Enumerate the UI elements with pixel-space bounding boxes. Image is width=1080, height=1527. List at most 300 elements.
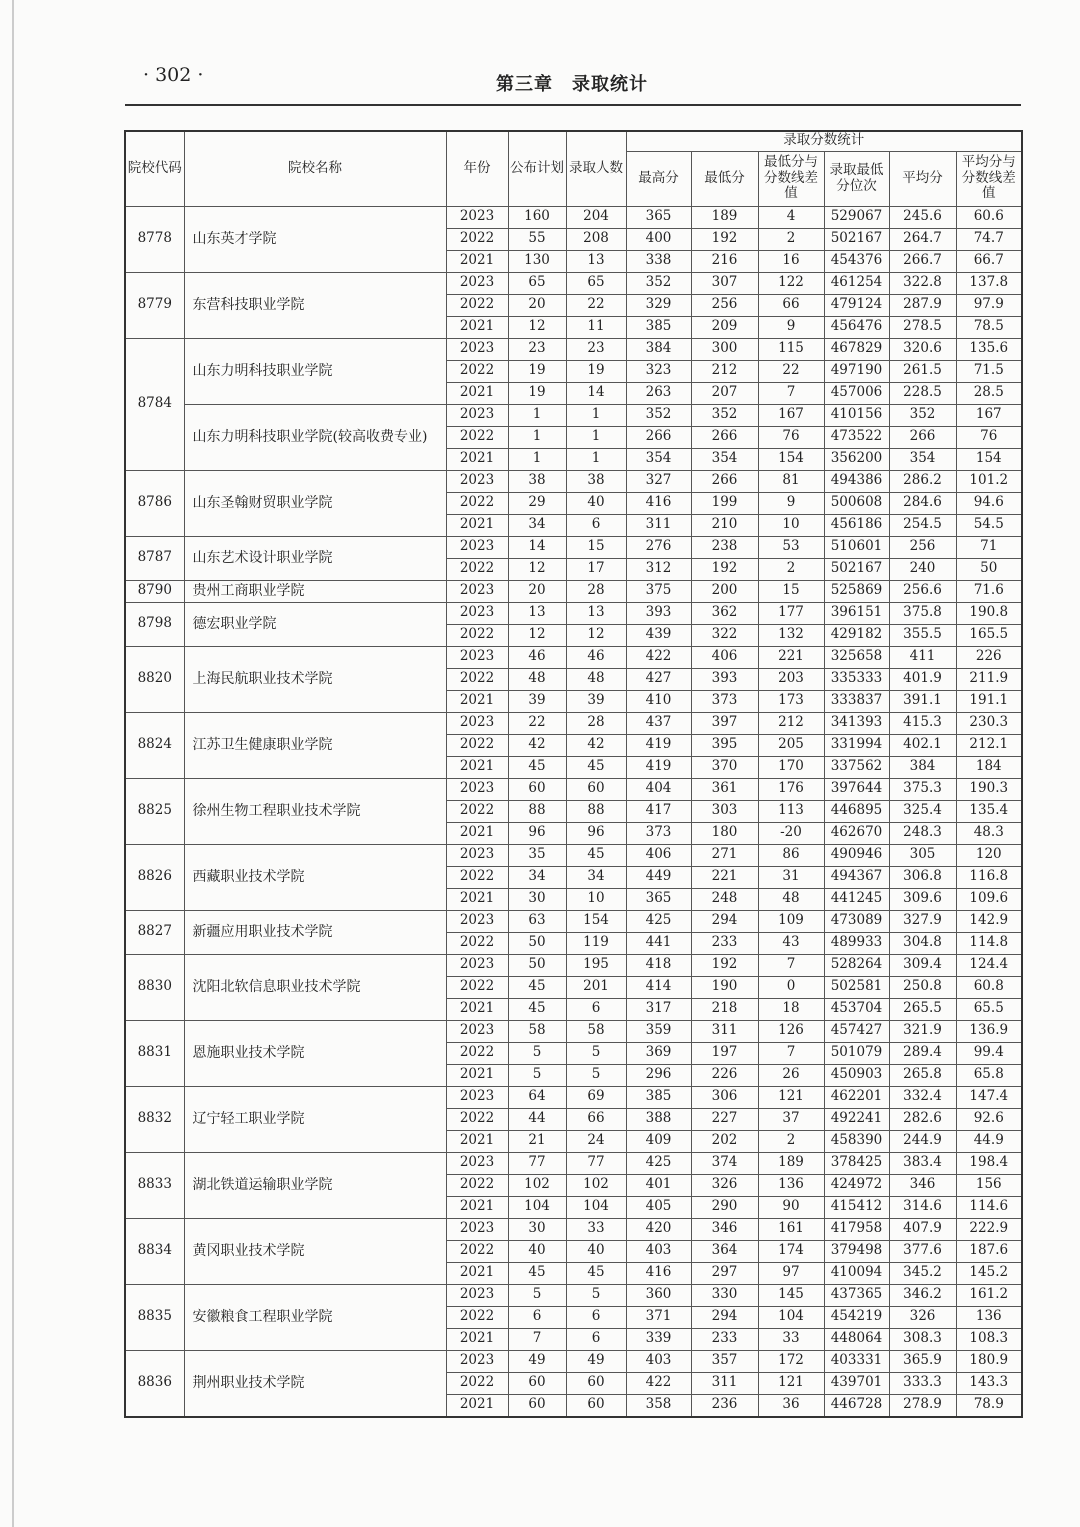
- cell-min: 374: [691, 1152, 758, 1174]
- cell-max: 419: [626, 734, 691, 756]
- cell-avg: 320.6: [889, 338, 956, 360]
- cell-plan: 102: [508, 1174, 566, 1196]
- cell-avg: 264.7: [889, 228, 956, 250]
- cell-admitted: 1: [566, 448, 626, 470]
- cell-max: 422: [626, 646, 691, 668]
- header-plan: 公布计划: [508, 131, 566, 206]
- cell-avg-diff: 167: [956, 404, 1022, 426]
- cell-min-rank: 457006: [824, 382, 889, 404]
- table-body: [125, 206, 1022, 1417]
- cell-max: 403: [626, 1240, 691, 1262]
- cell-max: 276: [626, 536, 691, 558]
- cell-max: 403: [626, 1350, 691, 1372]
- cell-avg: 248.3: [889, 822, 956, 844]
- cell-avg: 305: [889, 844, 956, 866]
- cell-min-diff: 189: [758, 1152, 824, 1174]
- cell-year: 2022: [446, 800, 508, 822]
- cell-year: 2023: [446, 470, 508, 492]
- cell-avg: 266: [889, 426, 956, 448]
- school-name: 恩施职业技术学院: [184, 1020, 446, 1086]
- cell-avg-diff: 135.4: [956, 800, 1022, 822]
- cell-year: 2022: [446, 734, 508, 756]
- chapter-title: 第三章 录取统计: [496, 74, 648, 95]
- cell-avg-diff: 226: [956, 646, 1022, 668]
- cell-admitted: 6: [566, 1306, 626, 1328]
- cell-admitted: 49: [566, 1350, 626, 1372]
- school-name: 山东英才学院: [184, 206, 446, 272]
- cell-year: 2023: [446, 1152, 508, 1174]
- cell-year: 2021: [446, 448, 508, 470]
- cell-min-diff: 15: [758, 580, 824, 602]
- table-row: [125, 580, 1022, 602]
- cell-min-diff: 16: [758, 250, 824, 272]
- cell-avg-diff: 191.1: [956, 690, 1022, 712]
- cell-avg-diff: 60.6: [956, 206, 1022, 228]
- cell-avg-diff: 48.3: [956, 822, 1022, 844]
- cell-avg-diff: 54.5: [956, 514, 1022, 536]
- cell-year: 2023: [446, 844, 508, 866]
- cell-min-rank: 529067: [824, 206, 889, 228]
- header-rule: [125, 104, 1021, 106]
- cell-min-rank: 333837: [824, 690, 889, 712]
- cell-admitted: 13: [566, 602, 626, 624]
- cell-year: 2021: [446, 756, 508, 778]
- cell-avg: 278.9: [889, 1394, 956, 1417]
- cell-year: 2023: [446, 602, 508, 624]
- cell-avg: 332.4: [889, 1086, 956, 1108]
- cell-max: 263: [626, 382, 691, 404]
- cell-avg: 346: [889, 1174, 956, 1196]
- school-code: 8787: [125, 536, 184, 580]
- cell-year: 2021: [446, 1130, 508, 1152]
- cell-avg: 304.8: [889, 932, 956, 954]
- cell-max: 323: [626, 360, 691, 382]
- cell-admitted: 11: [566, 316, 626, 338]
- school-name: 徐州生物工程职业技术学院: [184, 778, 446, 844]
- cell-min-rank: 325658: [824, 646, 889, 668]
- table-row: [125, 1020, 1022, 1042]
- cell-avg: 384: [889, 756, 956, 778]
- cell-avg: 346.2: [889, 1284, 956, 1306]
- cell-avg: 325.4: [889, 800, 956, 822]
- cell-plan: 63: [508, 910, 566, 932]
- cell-min-diff: 76: [758, 426, 824, 448]
- cell-year: 2021: [446, 888, 508, 910]
- school-name: 湖北铁道运输职业学院: [184, 1152, 446, 1218]
- cell-max: 437: [626, 712, 691, 734]
- cell-plan: 12: [508, 558, 566, 580]
- header-admitted: 录取人数: [566, 131, 626, 206]
- cell-admitted: 10: [566, 888, 626, 910]
- cell-admitted: 14: [566, 382, 626, 404]
- cell-max: 360: [626, 1284, 691, 1306]
- cell-min-diff: 66: [758, 294, 824, 316]
- cell-min-diff: 2: [758, 558, 824, 580]
- header-name: 院校名称: [184, 131, 446, 206]
- cell-avg: 266.7: [889, 250, 956, 272]
- cell-min-rank: 528264: [824, 954, 889, 976]
- cell-min-diff: 122: [758, 272, 824, 294]
- cell-avg-diff: 114.8: [956, 932, 1022, 954]
- cell-year: 2023: [446, 778, 508, 800]
- cell-max: 329: [626, 294, 691, 316]
- cell-min-rank: 437365: [824, 1284, 889, 1306]
- cell-min-rank: 439701: [824, 1372, 889, 1394]
- cell-avg-diff: 142.9: [956, 910, 1022, 932]
- cell-year: 2023: [446, 206, 508, 228]
- cell-admitted: 38: [566, 470, 626, 492]
- cell-min: 303: [691, 800, 758, 822]
- cell-plan: 50: [508, 932, 566, 954]
- cell-avg: 377.6: [889, 1240, 956, 1262]
- cell-admitted: 17: [566, 558, 626, 580]
- cell-avg-diff: 44.9: [956, 1130, 1022, 1152]
- cell-max: 405: [626, 1196, 691, 1218]
- cell-admitted: 60: [566, 1394, 626, 1417]
- cell-min-rank: 461254: [824, 272, 889, 294]
- cell-avg-diff: 78.5: [956, 316, 1022, 338]
- cell-min: 238: [691, 536, 758, 558]
- cell-min: 212: [691, 360, 758, 382]
- cell-year: 2023: [446, 910, 508, 932]
- cell-admitted: 66: [566, 1108, 626, 1130]
- table-row: [125, 470, 1022, 492]
- table-row: [125, 1152, 1022, 1174]
- cell-max: 388: [626, 1108, 691, 1130]
- cell-max: 312: [626, 558, 691, 580]
- cell-plan: 14: [508, 536, 566, 558]
- cell-admitted: 5: [566, 1284, 626, 1306]
- cell-plan: 5: [508, 1284, 566, 1306]
- cell-avg-diff: 161.2: [956, 1284, 1022, 1306]
- cell-avg: 284.6: [889, 492, 956, 514]
- cell-plan: 12: [508, 316, 566, 338]
- header-score-group: 录取分数统计: [626, 131, 1022, 151]
- cell-avg-diff: 50: [956, 558, 1022, 580]
- cell-min: 233: [691, 1328, 758, 1350]
- cell-admitted: 15: [566, 536, 626, 558]
- cell-admitted: 65: [566, 272, 626, 294]
- header-max: 最高分: [626, 151, 691, 206]
- cell-min-rank: 417958: [824, 1218, 889, 1240]
- cell-avg: 402.1: [889, 734, 956, 756]
- cell-max: 422: [626, 1372, 691, 1394]
- cell-min: 192: [691, 228, 758, 250]
- cell-max: 365: [626, 888, 691, 910]
- cell-admitted: 45: [566, 1262, 626, 1284]
- cell-min: 370: [691, 756, 758, 778]
- cell-plan: 65: [508, 272, 566, 294]
- cell-avg: 321.9: [889, 1020, 956, 1042]
- cell-plan: 1: [508, 404, 566, 426]
- cell-plan: 23: [508, 338, 566, 360]
- cell-min-rank: 453704: [824, 998, 889, 1020]
- cell-avg: 375.8: [889, 602, 956, 624]
- cell-avg-diff: 65.5: [956, 998, 1022, 1020]
- cell-avg-diff: 108.3: [956, 1328, 1022, 1350]
- admission-stats-table: [124, 130, 1023, 1418]
- cell-max: 385: [626, 316, 691, 338]
- cell-max: 401: [626, 1174, 691, 1196]
- cell-min-rank: 337562: [824, 756, 889, 778]
- cell-min-diff: 4: [758, 206, 824, 228]
- cell-max: 410: [626, 690, 691, 712]
- header-year: 年份: [446, 131, 508, 206]
- school-code: 8784: [125, 338, 184, 470]
- cell-min: 364: [691, 1240, 758, 1262]
- cell-min: 200: [691, 580, 758, 602]
- cell-max: 425: [626, 910, 691, 932]
- cell-plan: 130: [508, 250, 566, 272]
- table-row: [125, 844, 1022, 866]
- cell-min-rank: 510601: [824, 536, 889, 558]
- cell-admitted: 60: [566, 1372, 626, 1394]
- cell-min-diff: 121: [758, 1086, 824, 1108]
- cell-min-rank: 467829: [824, 338, 889, 360]
- cell-avg-diff: 71: [956, 536, 1022, 558]
- cell-min-rank: 396151: [824, 602, 889, 624]
- cell-avg-diff: 28.5: [956, 382, 1022, 404]
- header-code: 院校代码: [125, 131, 184, 206]
- cell-min: 180: [691, 822, 758, 844]
- table-row: [125, 404, 1022, 426]
- cell-min-diff: 109: [758, 910, 824, 932]
- cell-min: 197: [691, 1042, 758, 1064]
- cell-avg-diff: 230.3: [956, 712, 1022, 734]
- cell-max: 393: [626, 602, 691, 624]
- cell-avg-diff: 109.6: [956, 888, 1022, 910]
- cell-avg-diff: 94.6: [956, 492, 1022, 514]
- cell-avg: 309.4: [889, 954, 956, 976]
- cell-max: 352: [626, 272, 691, 294]
- cell-min-rank: 490946: [824, 844, 889, 866]
- school-name: 东营科技职业学院: [184, 272, 446, 338]
- cell-avg: 365.9: [889, 1350, 956, 1372]
- cell-plan: 46: [508, 646, 566, 668]
- cell-min: 202: [691, 1130, 758, 1152]
- cell-max: 404: [626, 778, 691, 800]
- cell-min: 330: [691, 1284, 758, 1306]
- cell-min: 361: [691, 778, 758, 800]
- cell-admitted: 28: [566, 712, 626, 734]
- school-name: 贵州工商职业学院: [184, 580, 446, 602]
- cell-plan: 60: [508, 1394, 566, 1417]
- cell-admitted: 28: [566, 580, 626, 602]
- cell-max: 339: [626, 1328, 691, 1350]
- school-code: 8831: [125, 1020, 184, 1086]
- cell-admitted: 45: [566, 756, 626, 778]
- cell-min-diff: 170: [758, 756, 824, 778]
- cell-avg: 345.2: [889, 1262, 956, 1284]
- cell-min: 199: [691, 492, 758, 514]
- table-row: [125, 1284, 1022, 1306]
- cell-min-rank: 356200: [824, 448, 889, 470]
- cell-admitted: 24: [566, 1130, 626, 1152]
- table-row: [125, 1350, 1022, 1372]
- cell-avg-diff: 97.9: [956, 294, 1022, 316]
- cell-avg: 278.5: [889, 316, 956, 338]
- cell-min: 236: [691, 1394, 758, 1417]
- cell-max: 400: [626, 228, 691, 250]
- cell-max: 373: [626, 822, 691, 844]
- cell-min: 190: [691, 976, 758, 998]
- cell-plan: 44: [508, 1108, 566, 1130]
- cell-admitted: 1: [566, 404, 626, 426]
- cell-avg: 314.6: [889, 1196, 956, 1218]
- cell-plan: 45: [508, 998, 566, 1020]
- cell-min: 233: [691, 932, 758, 954]
- cell-max: 371: [626, 1306, 691, 1328]
- cell-min-diff: 145: [758, 1284, 824, 1306]
- cell-min: 256: [691, 294, 758, 316]
- cell-avg: 289.4: [889, 1042, 956, 1064]
- cell-min-rank: 397644: [824, 778, 889, 800]
- cell-year: 2021: [446, 690, 508, 712]
- cell-min-rank: 446728: [824, 1394, 889, 1417]
- cell-plan: 22: [508, 712, 566, 734]
- cell-avg-diff: 212.1: [956, 734, 1022, 756]
- cell-avg: 333.3: [889, 1372, 956, 1394]
- cell-admitted: 69: [566, 1086, 626, 1108]
- cell-year: 2023: [446, 1086, 508, 1108]
- cell-year: 2022: [446, 668, 508, 690]
- cell-min-rank: 410094: [824, 1262, 889, 1284]
- cell-avg: 256.6: [889, 580, 956, 602]
- table-row: [125, 712, 1022, 734]
- cell-min-rank: 454219: [824, 1306, 889, 1328]
- cell-plan: 1: [508, 426, 566, 448]
- cell-plan: 77: [508, 1152, 566, 1174]
- cell-min-rank: 473522: [824, 426, 889, 448]
- cell-avg-diff: 147.4: [956, 1086, 1022, 1108]
- cell-min-diff: 7: [758, 382, 824, 404]
- cell-min-rank: 462670: [824, 822, 889, 844]
- cell-min: 354: [691, 448, 758, 470]
- cell-plan: 48: [508, 668, 566, 690]
- cell-max: 416: [626, 1262, 691, 1284]
- cell-min-diff: 9: [758, 492, 824, 514]
- cell-min-diff: 173: [758, 690, 824, 712]
- cell-avg: 411: [889, 646, 956, 668]
- cell-min-rank: 502581: [824, 976, 889, 998]
- cell-min-rank: 331994: [824, 734, 889, 756]
- cell-avg-diff: 101.2: [956, 470, 1022, 492]
- cell-admitted: 77: [566, 1152, 626, 1174]
- cell-min: 266: [691, 470, 758, 492]
- cell-admitted: 102: [566, 1174, 626, 1196]
- cell-admitted: 23: [566, 338, 626, 360]
- cell-admitted: 48: [566, 668, 626, 690]
- cell-min-diff: 126: [758, 1020, 824, 1042]
- cell-min-diff: 205: [758, 734, 824, 756]
- cell-avg-diff: 114.6: [956, 1196, 1022, 1218]
- cell-min-rank: 379498: [824, 1240, 889, 1262]
- cell-min-diff: 132: [758, 624, 824, 646]
- cell-min-diff: 104: [758, 1306, 824, 1328]
- school-code: 8778: [125, 206, 184, 272]
- cell-max: 416: [626, 492, 691, 514]
- cell-year: 2022: [446, 1372, 508, 1394]
- cell-min-diff: 18: [758, 998, 824, 1020]
- cell-max: 418: [626, 954, 691, 976]
- cell-max: 385: [626, 1086, 691, 1108]
- cell-min-rank: 457427: [824, 1020, 889, 1042]
- cell-avg-diff: 120: [956, 844, 1022, 866]
- cell-min-rank: 501079: [824, 1042, 889, 1064]
- cell-max: 425: [626, 1152, 691, 1174]
- cell-avg: 254.5: [889, 514, 956, 536]
- cell-avg-diff: 143.3: [956, 1372, 1022, 1394]
- cell-min-rank: 441245: [824, 888, 889, 910]
- cell-year: 2021: [446, 822, 508, 844]
- cell-min-diff: 176: [758, 778, 824, 800]
- cell-min: 227: [691, 1108, 758, 1130]
- cell-min: 192: [691, 954, 758, 976]
- school-code: 8826: [125, 844, 184, 910]
- cell-min: 297: [691, 1262, 758, 1284]
- cell-min: 346: [691, 1218, 758, 1240]
- table-row: [125, 536, 1022, 558]
- cell-avg: 306.8: [889, 866, 956, 888]
- cell-plan: 49: [508, 1350, 566, 1372]
- cell-avg-diff: 99.4: [956, 1042, 1022, 1064]
- cell-avg-diff: 222.9: [956, 1218, 1022, 1240]
- cell-admitted: 34: [566, 866, 626, 888]
- cell-plan: 7: [508, 1328, 566, 1350]
- cell-min: 322: [691, 624, 758, 646]
- school-code: 8824: [125, 712, 184, 778]
- school-code: 8835: [125, 1284, 184, 1350]
- cell-avg-diff: 187.6: [956, 1240, 1022, 1262]
- cell-min-rank: 415412: [824, 1196, 889, 1218]
- cell-min: 226: [691, 1064, 758, 1086]
- cell-min-diff: -20: [758, 822, 824, 844]
- table-row: [125, 778, 1022, 800]
- cell-admitted: 5: [566, 1064, 626, 1086]
- school-code: 8786: [125, 470, 184, 536]
- cell-min-rank: 429182: [824, 624, 889, 646]
- cell-avg: 250.8: [889, 976, 956, 998]
- cell-max: 375: [626, 580, 691, 602]
- school-name: 江苏卫生健康职业学院: [184, 712, 446, 778]
- cell-plan: 34: [508, 866, 566, 888]
- cell-min-rank: 502167: [824, 228, 889, 250]
- cell-avg: 375.3: [889, 778, 956, 800]
- cell-year: 2022: [446, 1108, 508, 1130]
- cell-avg-diff: 92.6: [956, 1108, 1022, 1130]
- cell-min-diff: 167: [758, 404, 824, 426]
- cell-min-diff: 136: [758, 1174, 824, 1196]
- school-name: 山东艺术设计职业学院: [184, 536, 446, 580]
- cell-year: 2022: [446, 1174, 508, 1196]
- school-name: 西藏职业技术学院: [184, 844, 446, 910]
- cell-avg: 265.8: [889, 1064, 956, 1086]
- cell-year: 2022: [446, 1240, 508, 1262]
- cell-min: 192: [691, 558, 758, 580]
- table-row: [125, 1086, 1022, 1108]
- cell-max: 419: [626, 756, 691, 778]
- cell-min-diff: 33: [758, 1328, 824, 1350]
- cell-plan: 104: [508, 1196, 566, 1218]
- header-min-diff: 最低分与分数线差值: [758, 151, 824, 206]
- cell-avg: 383.4: [889, 1152, 956, 1174]
- cell-max: 365: [626, 206, 691, 228]
- cell-plan: 21: [508, 1130, 566, 1152]
- header-avg-diff: 平均分与分数线差值: [956, 151, 1022, 206]
- cell-min-diff: 212: [758, 712, 824, 734]
- school-code: 8834: [125, 1218, 184, 1284]
- cell-max: 414: [626, 976, 691, 998]
